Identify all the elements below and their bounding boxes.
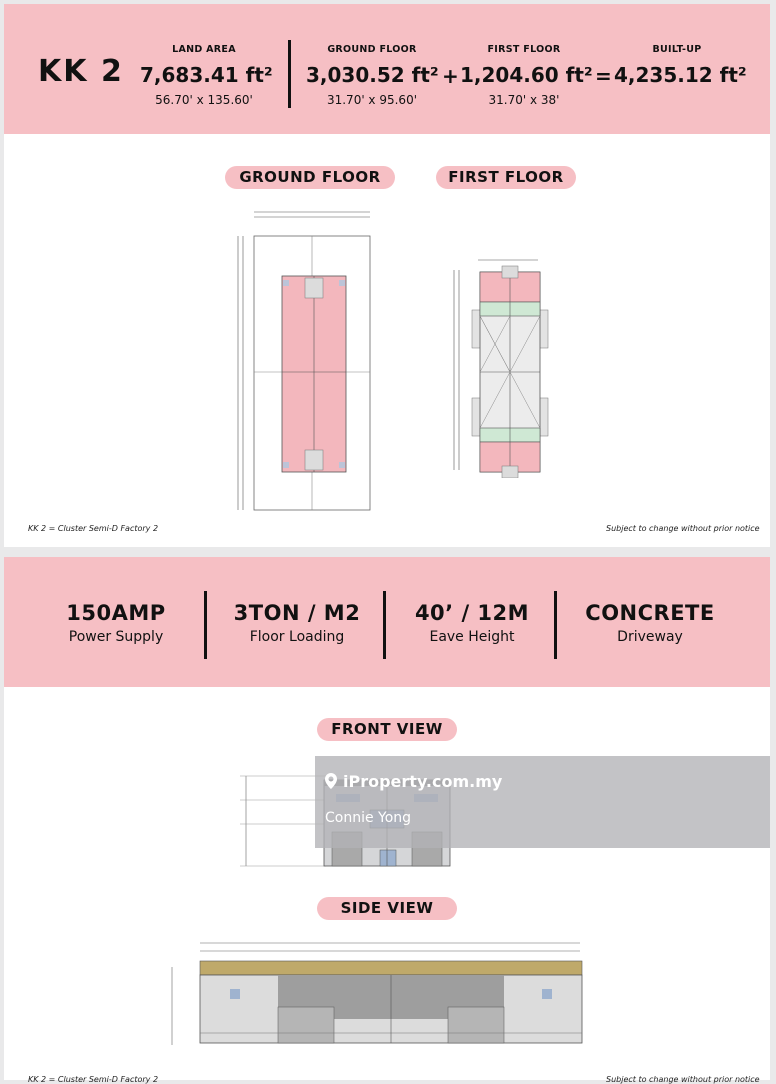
spec-driveway	[570, 601, 730, 645]
first-floor-label: FIRST FLOOR	[487, 44, 561, 55]
divider	[554, 591, 557, 659]
built-up-label: BUILT-UP	[652, 44, 702, 55]
first-floor-plan-drawing	[448, 256, 552, 478]
sheet-floor-plans	[4, 4, 770, 547]
sheet-elevations	[4, 557, 770, 1084]
land-area-label: LAND AREA	[172, 44, 236, 55]
divider	[383, 591, 386, 659]
land-area	[140, 44, 273, 107]
footer-disclaimer: Subject to change without prior notice	[606, 1075, 760, 1084]
spec-eave-height-label: Eave Height	[429, 629, 515, 645]
first-floor-dims: 31.70' x 38'	[488, 93, 560, 107]
pill-ground-floor: GROUND FLOOR	[225, 166, 395, 189]
first-floor-value: 1,204.60 ft²	[460, 63, 593, 87]
spec-driveway-label: Driveway	[617, 629, 683, 645]
pill-side-view: SIDE VIEW	[317, 897, 457, 920]
watermark-brand: iProperty.com.my	[343, 772, 503, 791]
ground-floor-plan-drawing	[230, 208, 378, 513]
spec-floor-loading-value: 3TON / M2	[233, 601, 361, 625]
spec-floor-loading	[212, 601, 382, 645]
watermark-overlay	[315, 756, 770, 848]
ground-floor-dims: 31.70' x 95.60'	[326, 93, 418, 107]
spec-eave-height-value: 40’ / 12M	[414, 601, 530, 625]
land-area-dims: 56.70' x 135.60'	[155, 93, 253, 107]
divider	[288, 40, 291, 108]
ground-floor-label: GROUND FLOOR	[327, 44, 417, 55]
footer-note: KK 2 = Cluster Semi-D Factory 2	[28, 524, 159, 533]
header-band	[4, 4, 770, 134]
spec-band	[4, 557, 770, 687]
built-up-value: 4,235.12 ft²	[614, 63, 747, 87]
footer-disclaimer: Subject to change without prior notice	[606, 524, 760, 533]
watermark-agent-name: Connie Yong	[325, 810, 412, 826]
spec-power-label: Power Supply	[68, 629, 164, 645]
unit-code: KK 2	[38, 54, 124, 89]
divider	[204, 591, 207, 659]
location-pin-icon	[325, 773, 337, 789]
spec-driveway-value: CONCRETE	[585, 601, 715, 625]
pill-first-floor: FIRST FLOOR	[436, 166, 576, 189]
equals-sign: =	[595, 64, 612, 88]
spec-power	[34, 601, 198, 645]
first-floor-area	[460, 44, 593, 107]
spec-power-value: 150AMP	[66, 601, 166, 625]
spec-floor-loading-label: Floor Loading	[249, 629, 345, 645]
land-area-value: 7,683.41 ft²	[140, 63, 273, 87]
plus-sign: +	[442, 64, 459, 88]
ground-floor-value: 3,030.52 ft²	[306, 63, 439, 87]
footer-note: KK 2 = Cluster Semi-D Factory 2	[28, 1075, 159, 1084]
side-view-drawing	[164, 937, 584, 1049]
pill-front-view: FRONT VIEW	[317, 718, 457, 741]
ground-floor-area	[306, 44, 438, 107]
built-up-area	[614, 44, 747, 87]
spec-eave-height	[390, 601, 554, 645]
